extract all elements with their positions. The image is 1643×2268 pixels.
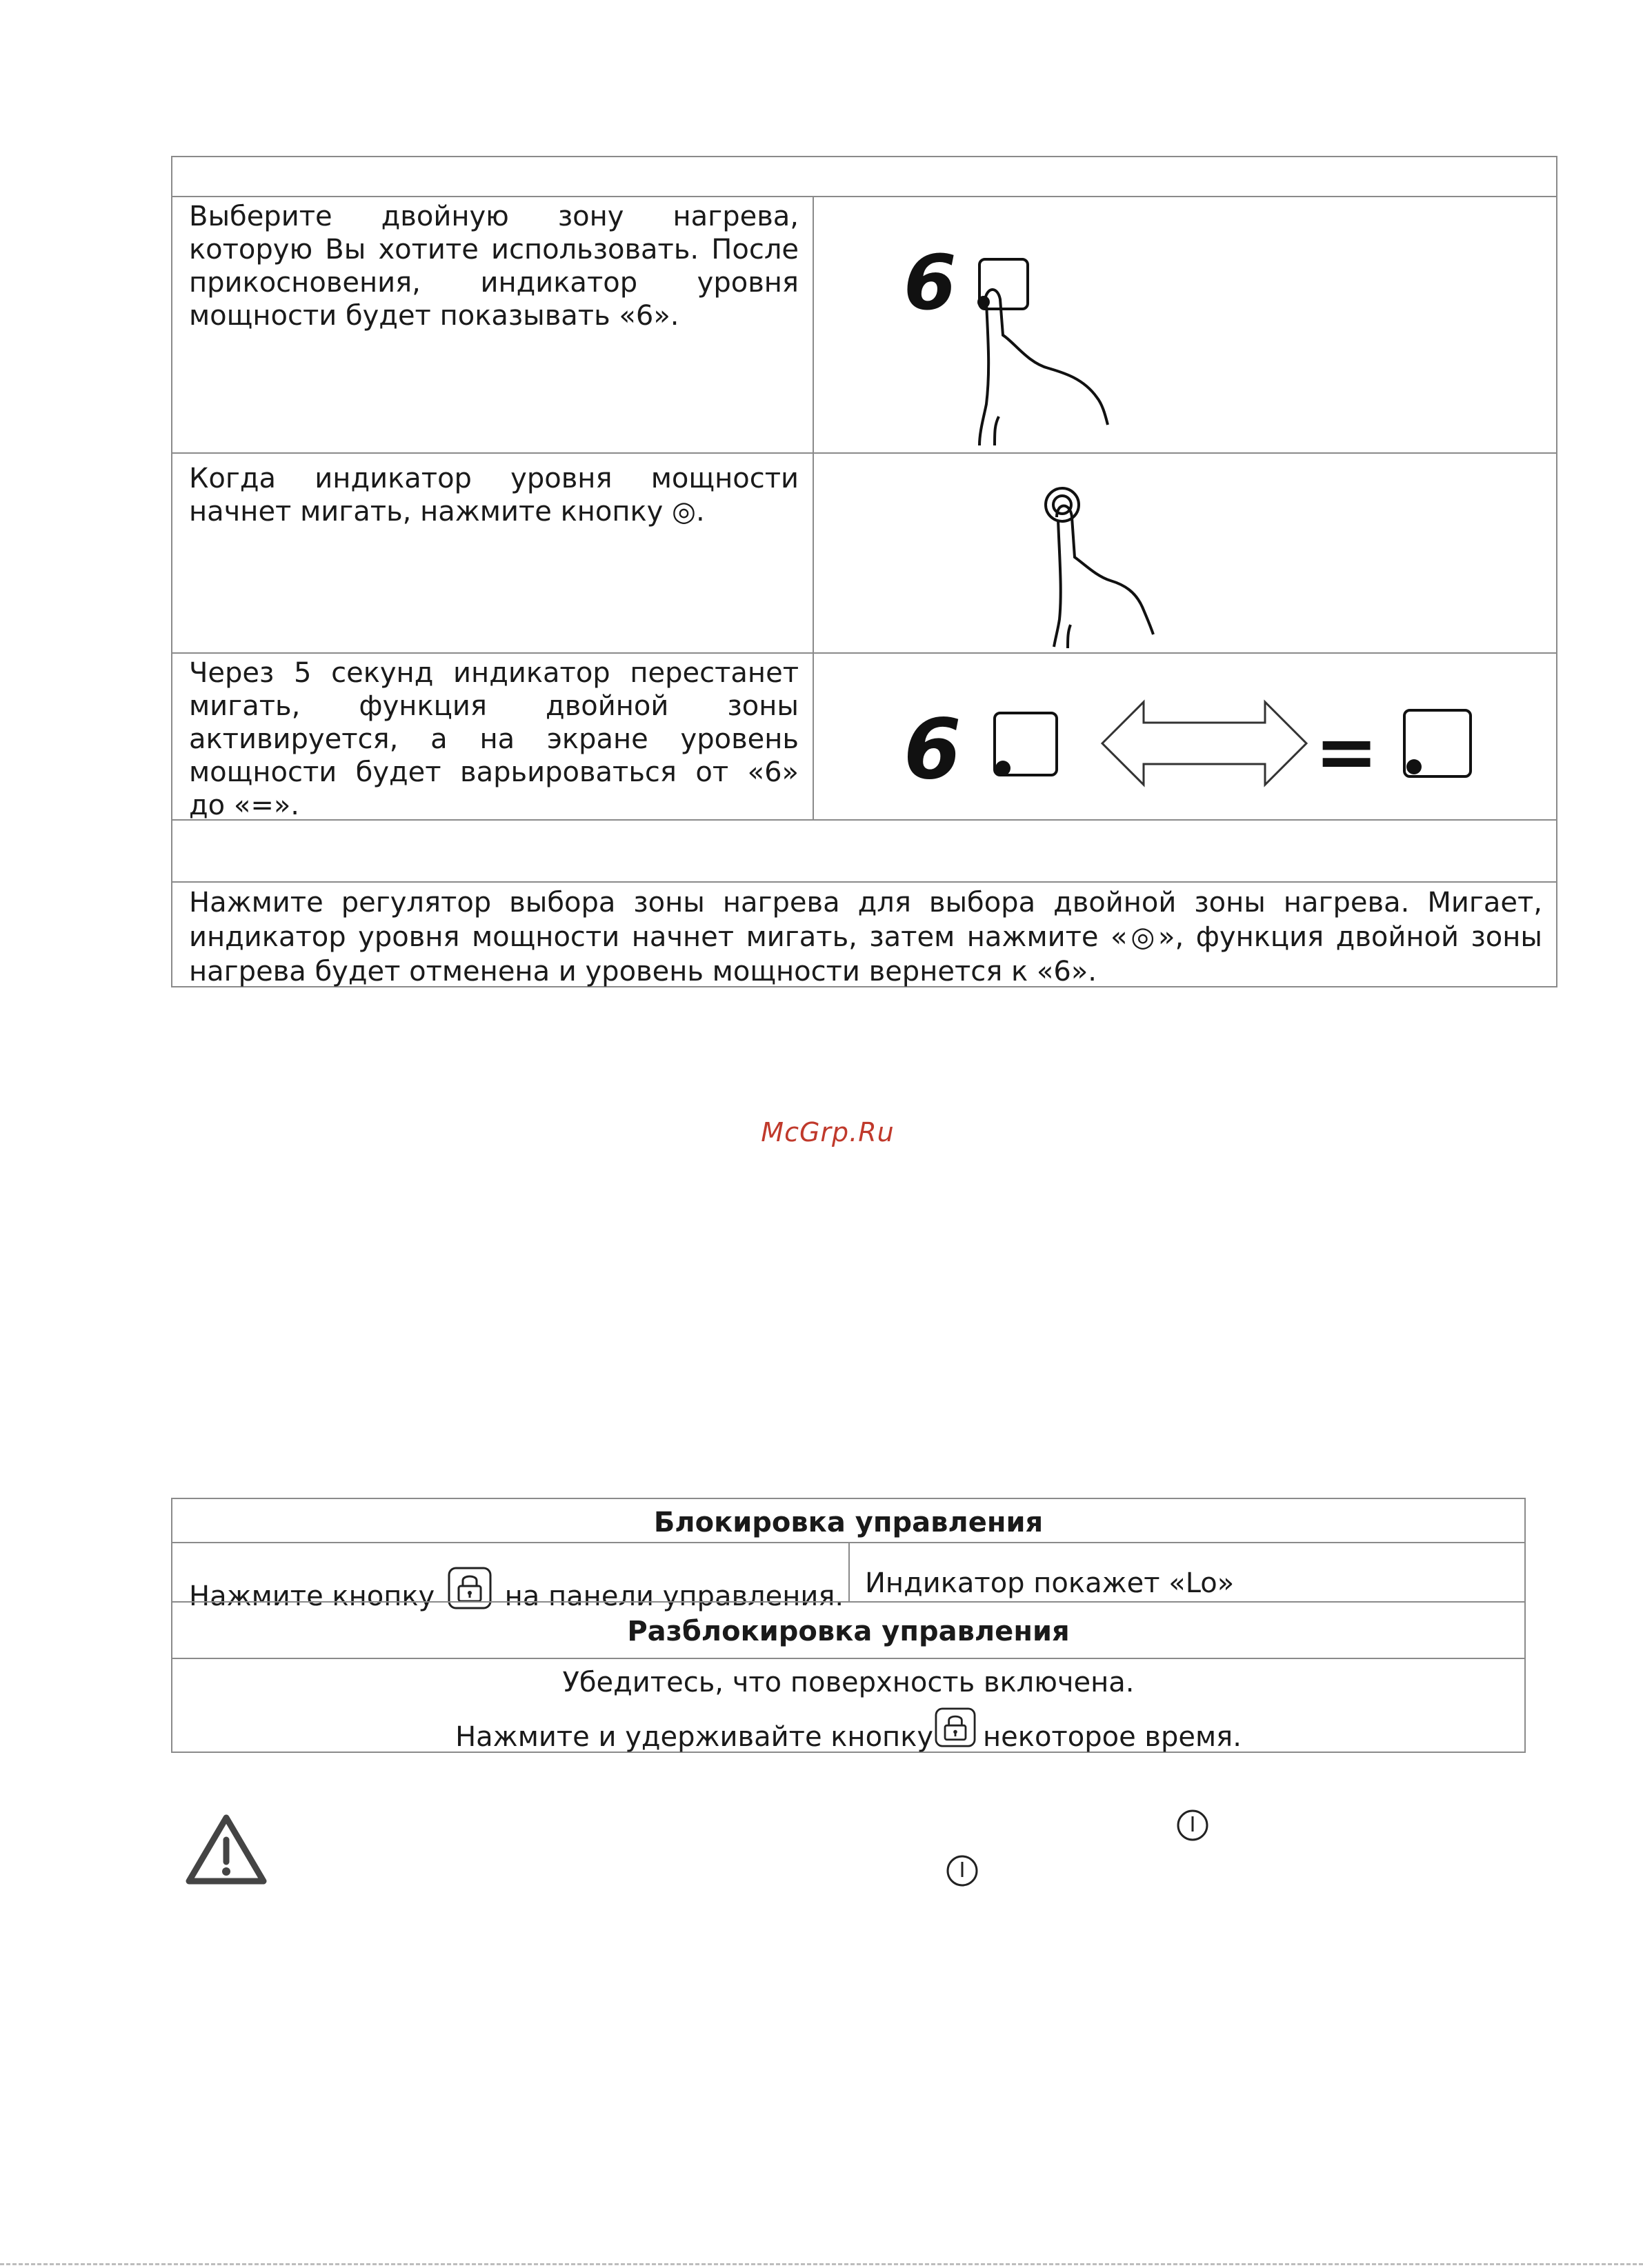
row2-text-cell (171, 452, 814, 654)
unlock-line2-after: некоторое время. (983, 1721, 1242, 1753)
press-button-illustration (814, 454, 1556, 652)
lock-action-cell (171, 1542, 850, 1612)
power-icon (1175, 1808, 1210, 1843)
cancel-cell (171, 881, 1557, 987)
row3-text-cell (171, 652, 814, 821)
row2-text: Когда индикатор уровня мощности начнет мигать, нажмите кнопку ◎. (189, 463, 799, 528)
double-arrow-icon (1102, 702, 1306, 785)
unlock-header-cell (171, 1601, 1526, 1659)
table-subheader-empty (171, 819, 1557, 883)
display-from: 6 (904, 702, 962, 798)
row1-text-cell (171, 196, 814, 454)
warning-icon (185, 1812, 268, 1888)
lock-indicator: Индикатор покажет «Lo» (865, 1567, 1235, 1599)
page-bottom-rule (0, 2263, 1643, 2265)
unlock-line2-before: Нажмите и удерживайте кнопку (455, 1721, 934, 1753)
unlock-line1: Убедитесь, что поверхность включена. (562, 1667, 1135, 1698)
row1-text: Выберите двойную зону нагрева, которую Вы хотите использовать. После прикосновения, индикатор уровня мощности будет показывать «6». (189, 201, 799, 332)
table-header-empty (171, 156, 1557, 197)
row2-image-cell (813, 452, 1557, 654)
lock-header-cell (171, 1498, 1526, 1543)
power-icon (945, 1854, 979, 1888)
unlock-line2 (172, 1707, 1524, 1754)
power-range-illustration (814, 654, 1556, 819)
lock-action-before: Нажмите кнопку (189, 1580, 435, 1612)
lock-action-after: на панели управления. (504, 1580, 844, 1612)
lock-icon (935, 1707, 976, 1747)
unlock-header: Разблокировка управления (627, 1616, 1070, 1647)
lock-indicator-cell (848, 1542, 1526, 1603)
cancel-text: Нажмите регулятор выбора зоны нагрева для выбора двойной зоны нагрева. Мигает, индикатор уровня мощности начнет мигать, затем нажмите «◎», функция двойной зоны нагрева будет отменена и уровень мощности вернется к «6». (189, 887, 1542, 987)
hand-icon (1057, 506, 1153, 635)
lock-header: Блокировка управления (653, 1507, 1044, 1538)
unlock-body-cell (171, 1658, 1526, 1753)
row1-image-cell (813, 196, 1557, 454)
touch-zone-illustration (814, 197, 1556, 452)
display-digit: 6 (904, 239, 957, 327)
row3-text: Через 5 секунд индикатор перестанет мигать, функция двойной зоны активируется, а на экране уровень мощности будет варьироваться от «6» до «=». (189, 657, 799, 821)
watermark: McGrp.Ru (761, 1117, 895, 1147)
row3-image-cell (813, 652, 1557, 821)
display-to: = (1315, 708, 1379, 796)
